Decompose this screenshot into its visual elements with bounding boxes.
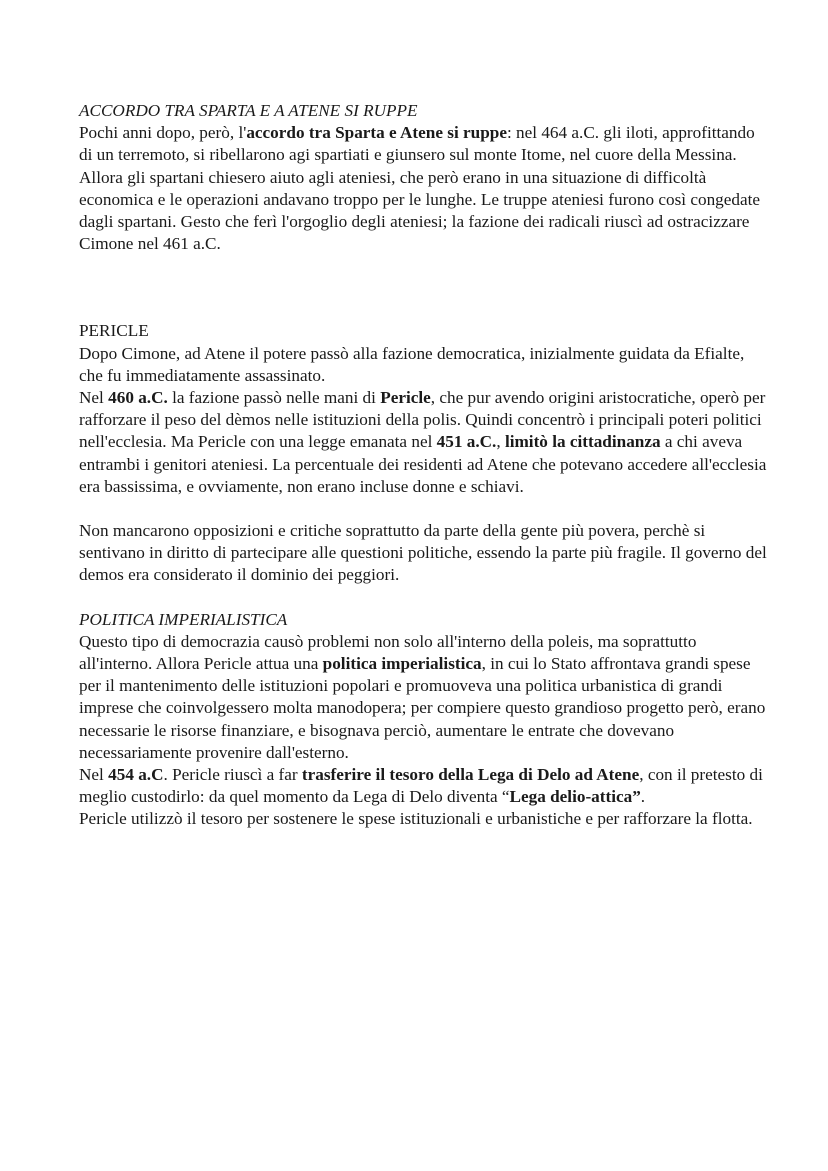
spacer: [79, 498, 769, 520]
text-run: ,: [496, 432, 505, 452]
text-run: Questo tipo di democrazia causò problemi non solo all'interno della poleis, ma soprattutto all'interno. Allora Pericle attua una: [79, 631, 697, 674]
bold-text: 451 a.C.: [436, 432, 497, 452]
document-page: [79, 100, 769, 831]
section-politica: [79, 609, 769, 831]
text-run: . Pericle riuscì a far: [163, 765, 302, 785]
text-run: Pochi anni dopo, però, l': [79, 123, 247, 143]
bold-text: 454 a.C: [108, 765, 164, 785]
paragraph-pericle-2: [79, 387, 769, 498]
bold-text: limitò la cittadinanza: [504, 432, 661, 452]
text-run: a chi aveva entrambi i genitori ateniesi. La percentuale dei residenti ad Atene che potevano accedere all'ecclesia era bassissima, e ovviamente, non erano incluse donne e schiavi.: [79, 432, 767, 496]
section-title-pericle: PERICLE: [79, 321, 149, 341]
bold-text: Lega delio-attica”: [509, 787, 641, 807]
paragraph-politica-2: [79, 764, 769, 808]
text-run: Nel: [79, 765, 109, 785]
text-run: , che pur avendo origini aristocratiche, operò per rafforzare il peso del dèmos nelle istituzioni della polis. Quindi concentrò i principali poteri politici nell'ecclesia. Ma Pericle con una legge emanata nel: [79, 388, 766, 452]
text-run: : nel 464 a.C. gli iloti, approfittando di un terremoto, si ribellarono agi spartiati e giunsero sul monte Itome, nel cuore della Messina. Allora gli spartani chiesero aiuto agli ateniesi, che però erano in una situazione di difficoltà economica e le operazioni andavano troppo per le lunghe. Le truppe ateniesi furono così congedate dagli spartani. Gesto che ferì l'orgoglio degli ateniesi; la fazione dei radicali riuscì ad ostracizzare Cimone nel 461 a.C.: [79, 123, 761, 254]
bold-text: politica imperialistica: [322, 654, 482, 674]
text-run: , con il pretesto di meglio custodirlo: da quel momento da Lega di Delo diventa “: [79, 765, 763, 807]
section-pericle: [79, 320, 769, 586]
text-run: , in cui lo Stato affrontava grandi spese per il mantenimento delle istituzioni popolari e promuoveva una politica urbanistica di grandi imprese che coinvolgessero molta manodopera; per compiere questo grandioso progetto però, erano necessarie le risorse finanziare, e bisognava perciò, aumentare le entrate che dovevano necessariamente provenire dall'esterno.: [79, 654, 766, 762]
bold-text: trasferire il tesoro della Lega di Delo ad Atene: [301, 765, 640, 785]
spacer: [79, 587, 769, 609]
paragraph-accordo: [79, 122, 769, 255]
spacer: [79, 255, 769, 320]
bold-text: 460 a.C.: [108, 388, 168, 408]
section-title-accordo: ACCORDO TRA SPARTA E A ATENE SI RUPPE: [79, 101, 418, 120]
bold-text: accordo tra Sparta e Atene si ruppe: [246, 123, 507, 143]
section-accordo: [79, 100, 769, 255]
section-title-politica: POLITICA IMPERIALISTICA: [79, 609, 288, 629]
text-run: Nel: [79, 388, 109, 408]
text-run: .: [640, 787, 646, 807]
paragraph-pericle-3: Non mancarono opposizioni e critiche soprattutto da parte della gente più povera, perchè si sentivano in diritto di partecipare alle questioni politiche, essendo la parte più fragile. Il governo del demos era considerato il dominio dei peggiori.: [79, 521, 767, 585]
paragraph-pericle-1: Dopo Cimone, ad Atene il potere passò alla fazione democratica, inizialmente guidata da Efialte, che fu immediatamente assassinato.: [79, 343, 745, 385]
paragraph-politica-3: Pericle utilizzò il tesoro per sostenere le spese istituzionali e urbanistiche e per rafforzare la flotta.: [79, 809, 753, 829]
paragraph-politica-1: [79, 631, 769, 764]
bold-text: Pericle: [380, 388, 431, 408]
text-run: la fazione passò nelle mani di: [167, 388, 381, 408]
